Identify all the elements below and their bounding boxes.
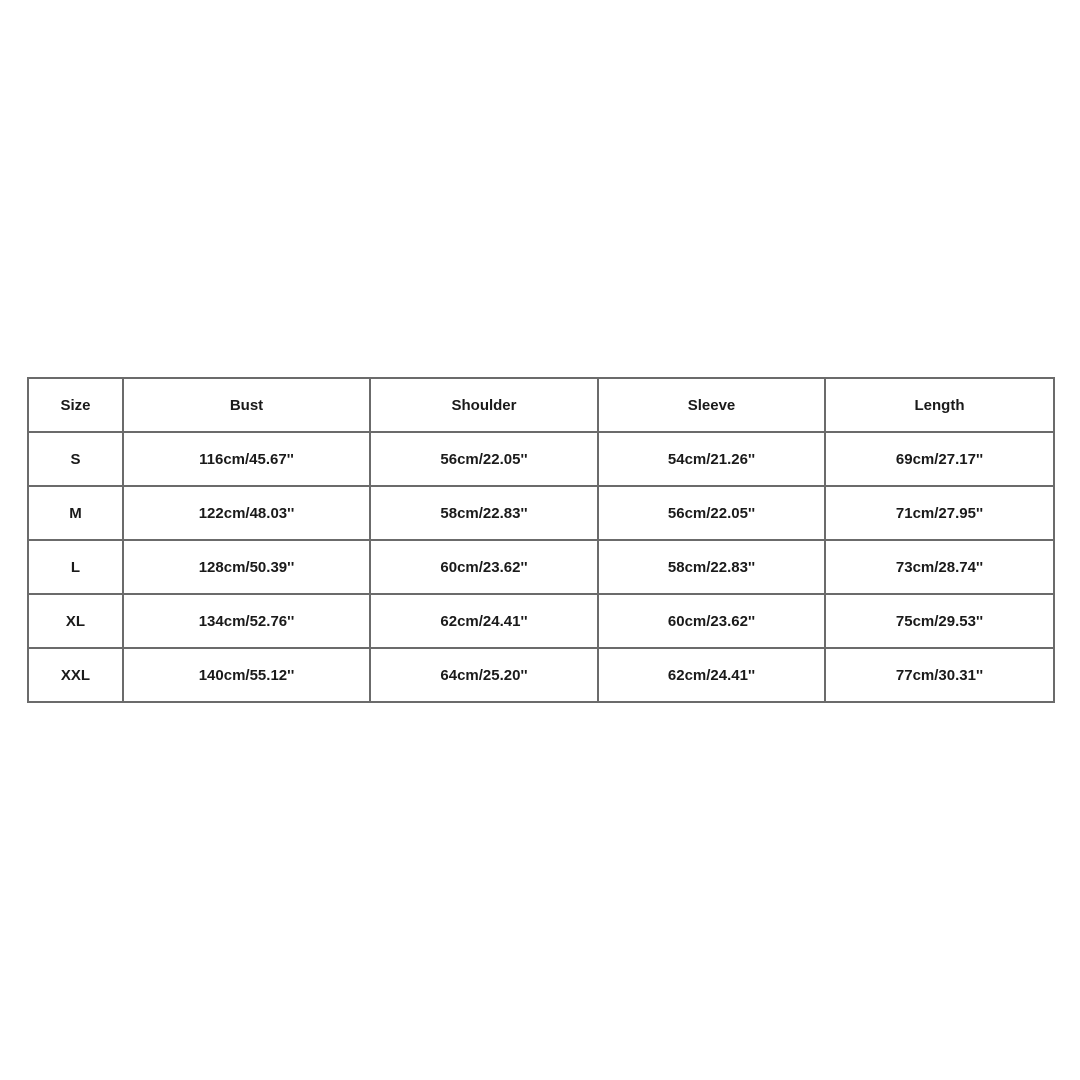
- cell-length: 77cm/30.31'': [825, 648, 1054, 702]
- table-row: [28, 432, 1054, 486]
- header-length: Length: [825, 378, 1054, 432]
- cell-shoulder: 56cm/22.05'': [370, 432, 598, 486]
- cell-size: S: [28, 432, 123, 486]
- header-sleeve: Sleeve: [598, 378, 825, 432]
- cell-length: 71cm/27.95'': [825, 486, 1054, 540]
- table-row: [28, 594, 1054, 648]
- cell-sleeve: 60cm/23.62'': [598, 594, 825, 648]
- cell-length: 69cm/27.17'': [825, 432, 1054, 486]
- table-row: [28, 486, 1054, 540]
- cell-size: L: [28, 540, 123, 594]
- cell-bust: 134cm/52.76'': [123, 594, 370, 648]
- cell-bust: 122cm/48.03'': [123, 486, 370, 540]
- cell-sleeve: 54cm/21.26'': [598, 432, 825, 486]
- cell-bust: 140cm/55.12'': [123, 648, 370, 702]
- cell-size: XL: [28, 594, 123, 648]
- cell-sleeve: 62cm/24.41'': [598, 648, 825, 702]
- cell-size: XXL: [28, 648, 123, 702]
- cell-bust: 116cm/45.67'': [123, 432, 370, 486]
- header-size: Size: [28, 378, 123, 432]
- cell-shoulder: 60cm/23.62'': [370, 540, 598, 594]
- cell-shoulder: 58cm/22.83'': [370, 486, 598, 540]
- header-shoulder: Shoulder: [370, 378, 598, 432]
- cell-bust: 128cm/50.39'': [123, 540, 370, 594]
- cell-length: 75cm/29.53'': [825, 594, 1054, 648]
- cell-size: M: [28, 486, 123, 540]
- cell-shoulder: 64cm/25.20'': [370, 648, 598, 702]
- cell-sleeve: 56cm/22.05'': [598, 486, 825, 540]
- cell-shoulder: 62cm/24.41'': [370, 594, 598, 648]
- size-chart-table: [27, 377, 1055, 703]
- cell-length: 73cm/28.74'': [825, 540, 1054, 594]
- table-header-row: [28, 378, 1054, 432]
- table-row: [28, 648, 1054, 702]
- header-bust: Bust: [123, 378, 370, 432]
- table-row: [28, 540, 1054, 594]
- cell-sleeve: 58cm/22.83'': [598, 540, 825, 594]
